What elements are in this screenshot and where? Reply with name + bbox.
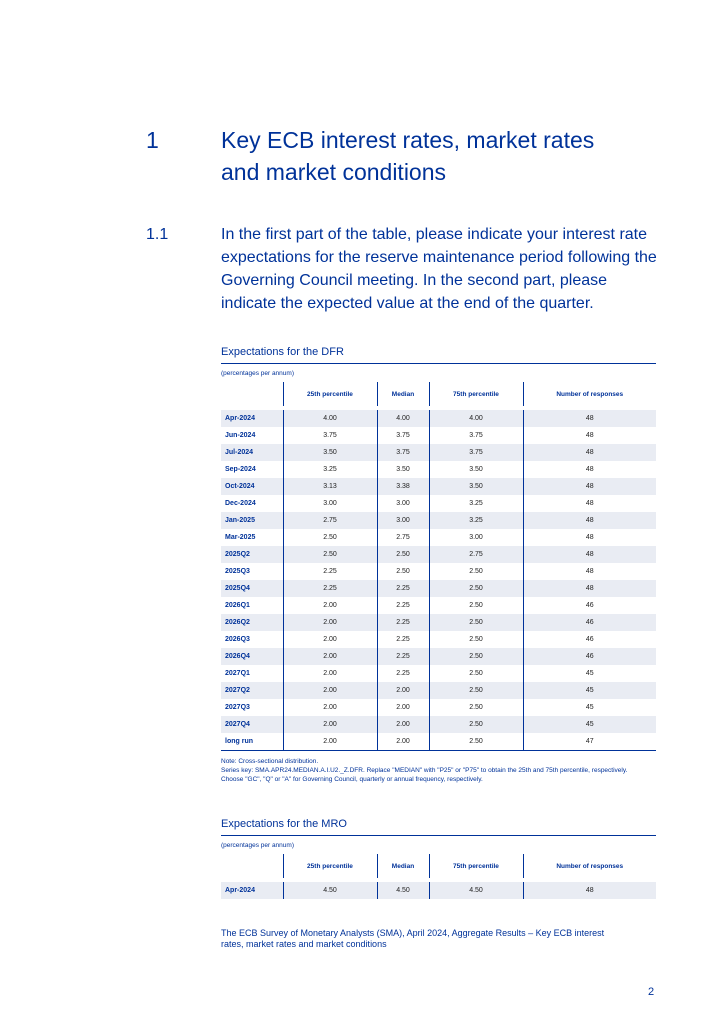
table-cell: 2.50 bbox=[429, 563, 523, 580]
table-cell: 3.25 bbox=[429, 495, 523, 512]
row-label: 2025Q2 bbox=[221, 546, 283, 563]
mro-table-unit: (percentages per annum) bbox=[221, 842, 294, 849]
table-cell: 2.00 bbox=[283, 614, 377, 631]
table-row bbox=[221, 427, 656, 444]
table-cell: 45 bbox=[523, 682, 656, 699]
table-cell: 48 bbox=[523, 408, 656, 427]
dfr-table-note bbox=[221, 757, 651, 784]
row-label: Sep-2024 bbox=[225, 466, 256, 473]
table-cell: 3.25 bbox=[283, 461, 377, 478]
table-cell: 2.00 bbox=[377, 733, 429, 750]
row-label: 2026Q4 bbox=[221, 648, 283, 665]
table-cell: 2.75 bbox=[429, 546, 523, 563]
mro-table-header-row bbox=[221, 854, 656, 880]
table-cell: 2.00 bbox=[283, 682, 377, 699]
mro-col-header bbox=[221, 854, 283, 880]
table-cell: 2.25 bbox=[377, 648, 429, 665]
table-row bbox=[221, 682, 656, 699]
row-label: Jul-2024 bbox=[221, 444, 283, 461]
table-row bbox=[221, 529, 656, 546]
table-cell: 3.25 bbox=[429, 512, 523, 529]
table-cell: 4.00 bbox=[429, 408, 523, 427]
table-cell: 2.50 bbox=[429, 648, 523, 665]
table-cell: 2.00 bbox=[283, 631, 377, 648]
table-row bbox=[221, 546, 656, 563]
dfr-table bbox=[221, 382, 656, 750]
table-cell: 3.00 bbox=[377, 495, 429, 512]
page-number: 2 bbox=[648, 986, 655, 998]
table-cell: 4.00 bbox=[377, 408, 429, 427]
table-cell: 2.50 bbox=[429, 699, 523, 716]
table-cell: 2.50 bbox=[283, 546, 377, 563]
table-row bbox=[221, 408, 656, 427]
table-cell: 48 bbox=[523, 495, 656, 512]
section-title bbox=[221, 124, 671, 188]
table-cell: 48 bbox=[523, 444, 656, 461]
table-row bbox=[221, 444, 656, 461]
table-cell: 48 bbox=[523, 512, 656, 529]
row-label: 2027Q2 bbox=[221, 682, 283, 699]
table-row bbox=[221, 495, 656, 512]
dfr-col-header bbox=[221, 382, 283, 408]
table-cell: 46 bbox=[523, 614, 656, 631]
dfr-table-unit: (percentages per annum) bbox=[221, 370, 294, 377]
row-label: 2027Q3 bbox=[225, 704, 250, 711]
dfr-table-bottom-rule bbox=[221, 750, 656, 751]
table-cell: 3.50 bbox=[429, 478, 523, 495]
mro-col-header: Number of responses bbox=[523, 854, 656, 880]
table-row bbox=[221, 597, 656, 614]
table-cell: 2.00 bbox=[377, 716, 429, 733]
table-cell: 48 bbox=[523, 580, 656, 597]
table-row bbox=[221, 478, 656, 495]
row-label: long run bbox=[225, 738, 253, 745]
table-row bbox=[221, 512, 656, 529]
table-cell: 3.38 bbox=[377, 478, 429, 495]
table-cell: 2.00 bbox=[283, 597, 377, 614]
table-row bbox=[221, 580, 656, 597]
question-number: 1.1 bbox=[146, 226, 169, 243]
table-cell: 46 bbox=[523, 597, 656, 614]
table-cell: 2.50 bbox=[429, 665, 523, 682]
table-cell: 2.00 bbox=[283, 699, 377, 716]
row-label: Dec-2024 bbox=[225, 500, 256, 507]
table-cell: 2.25 bbox=[377, 631, 429, 648]
table-cell: 2.50 bbox=[429, 614, 523, 631]
table-cell: 3.00 bbox=[283, 495, 377, 512]
table-cell: 3.00 bbox=[377, 512, 429, 529]
table-cell: 48 bbox=[523, 546, 656, 563]
mro-table bbox=[221, 854, 656, 899]
table-row bbox=[221, 880, 656, 899]
table-cell: 48 bbox=[523, 461, 656, 478]
table-cell: 45 bbox=[523, 716, 656, 733]
table-cell: 2.00 bbox=[377, 682, 429, 699]
mro-col-header: 75th percentile bbox=[429, 854, 523, 880]
table-cell: 3.50 bbox=[377, 461, 429, 478]
row-label: 2026Q3 bbox=[225, 636, 250, 643]
table-cell: 2.25 bbox=[283, 580, 377, 597]
table-cell: 2.50 bbox=[429, 682, 523, 699]
table-cell: 48 bbox=[523, 529, 656, 546]
row-label: 2027Q4 bbox=[221, 716, 283, 733]
table-cell: 2.00 bbox=[283, 648, 377, 665]
section-title-line2: and market conditions bbox=[221, 159, 447, 185]
table-cell: 46 bbox=[523, 648, 656, 665]
table-cell: 2.50 bbox=[377, 546, 429, 563]
table-cell: 3.13 bbox=[283, 478, 377, 495]
mro-col-header: 25th percentile bbox=[283, 854, 377, 880]
row-label: 2026Q1 bbox=[225, 602, 250, 609]
row-label: Jun-2024 bbox=[225, 432, 256, 439]
table-cell: 2.50 bbox=[429, 733, 523, 750]
dfr-table-header-row bbox=[221, 382, 656, 408]
table-cell: 3.50 bbox=[429, 461, 523, 478]
table-cell: 2.50 bbox=[429, 597, 523, 614]
row-label: Jan-2025 bbox=[221, 512, 283, 529]
table-row bbox=[221, 648, 656, 665]
dfr-note-line1: Note: Cross-sectional distribution. bbox=[221, 758, 319, 765]
table-row bbox=[221, 665, 656, 682]
table-cell: 46 bbox=[523, 631, 656, 648]
row-label: 2027Q1 bbox=[225, 670, 250, 677]
table-cell: 2.50 bbox=[377, 563, 429, 580]
table-cell: 48 bbox=[523, 563, 656, 580]
table-cell: 45 bbox=[523, 699, 656, 716]
table-cell: 3.00 bbox=[429, 529, 523, 546]
table-row bbox=[221, 699, 656, 716]
table-cell: 4.00 bbox=[283, 408, 377, 427]
row-label: Mar-2025 bbox=[225, 534, 256, 541]
table-cell: 2.25 bbox=[377, 614, 429, 631]
table-row bbox=[221, 733, 656, 750]
table-row bbox=[221, 614, 656, 631]
table-cell: 2.00 bbox=[283, 716, 377, 733]
table-cell: 2.50 bbox=[429, 716, 523, 733]
row-label: Apr-2024 bbox=[221, 880, 283, 899]
table-row bbox=[221, 563, 656, 580]
dfr-col-header: Median bbox=[377, 382, 429, 408]
table-cell: 3.75 bbox=[377, 427, 429, 444]
row-label: Apr-2024 bbox=[221, 408, 283, 427]
table-cell: 48 bbox=[523, 880, 656, 899]
table-cell: 2.75 bbox=[377, 529, 429, 546]
dfr-note-line2: Series key: SMA.APR24.MEDIAN.A.I.U2._Z.DFR. Replace "MEDIAN" with "P25" or "P75" to obtain the 25th and 75th percentile, respectively. Choose "GC", "Q" or "A" for Governing Council, quarterly or annual frequency, respectively. bbox=[221, 767, 628, 783]
table-cell: 2.25 bbox=[283, 563, 377, 580]
table-cell: 2.25 bbox=[377, 665, 429, 682]
section-number: 1 bbox=[146, 127, 159, 153]
mro-col-header: Median bbox=[377, 854, 429, 880]
table-cell: 2.75 bbox=[283, 512, 377, 529]
section-title-line1: Key ECB interest rates, market rates bbox=[221, 127, 595, 153]
row-label: 2025Q4 bbox=[221, 580, 283, 597]
table-cell: 3.75 bbox=[377, 444, 429, 461]
table-cell: 3.50 bbox=[283, 444, 377, 461]
table-cell: 4.50 bbox=[283, 880, 377, 899]
table-cell: 48 bbox=[523, 478, 656, 495]
table-cell: 2.50 bbox=[429, 580, 523, 597]
table-cell: 2.50 bbox=[429, 631, 523, 648]
table-row bbox=[221, 716, 656, 733]
dfr-table-block bbox=[221, 345, 656, 784]
page-footer: The ECB Survey of Monetary Analysts (SMA), April 2024, Aggregate Results – Key ECB interest rates, market rates and market conditions bbox=[221, 928, 605, 949]
table-cell: 3.75 bbox=[429, 427, 523, 444]
table-cell: 3.75 bbox=[429, 444, 523, 461]
row-label: Oct-2024 bbox=[221, 478, 283, 495]
table-cell: 2.25 bbox=[377, 597, 429, 614]
table-cell: 45 bbox=[523, 665, 656, 682]
table-cell: 2.00 bbox=[283, 665, 377, 682]
row-label: 2026Q2 bbox=[221, 614, 283, 631]
dfr-table-caption: Expectations for the DFR bbox=[221, 345, 656, 364]
table-cell: 4.50 bbox=[377, 880, 429, 899]
table-cell: 4.50 bbox=[429, 880, 523, 899]
dfr-col-header: 25th percentile bbox=[283, 382, 377, 408]
table-row bbox=[221, 461, 656, 478]
table-cell: 2.00 bbox=[283, 733, 377, 750]
table-cell: 2.00 bbox=[377, 699, 429, 716]
table-cell: 2.50 bbox=[283, 529, 377, 546]
table-row bbox=[221, 631, 656, 648]
dfr-col-header: Number of responses bbox=[523, 382, 656, 408]
table-cell: 47 bbox=[523, 733, 656, 750]
row-label: 2025Q3 bbox=[225, 568, 250, 575]
dfr-col-header: 75th percentile bbox=[429, 382, 523, 408]
mro-table-caption: Expectations for the MRO bbox=[221, 817, 656, 836]
table-cell: 48 bbox=[523, 427, 656, 444]
mro-table-block bbox=[221, 817, 656, 899]
table-cell: 2.25 bbox=[377, 580, 429, 597]
table-cell: 3.75 bbox=[283, 427, 377, 444]
question-text: In the first part of the table, please indicate your interest rate expectations for the reserve maintenance period following the Governing Council meeting. In the second part, please indicate the expected value at the end of the quarter. bbox=[221, 226, 657, 312]
